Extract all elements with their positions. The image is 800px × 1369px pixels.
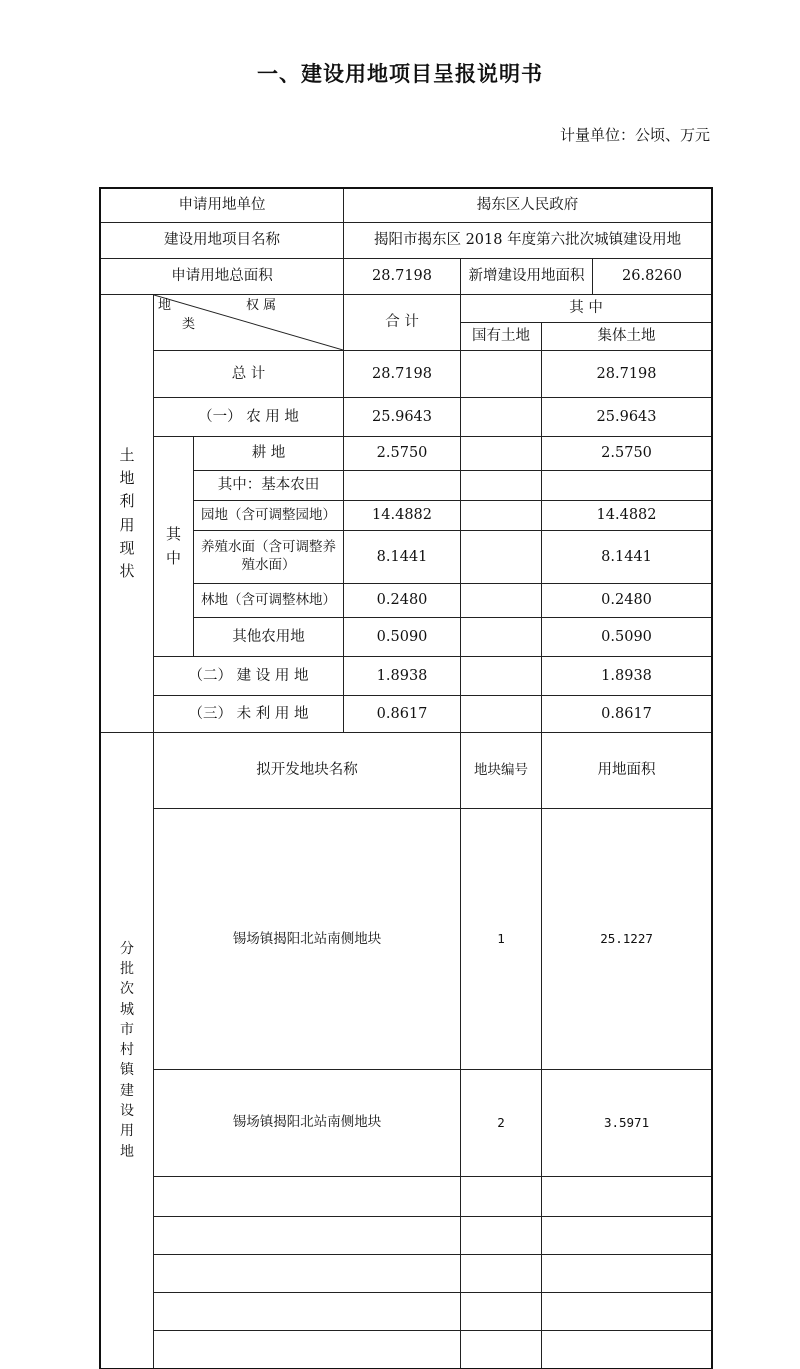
row-agri-collective: 25.9643 xyxy=(542,398,712,437)
row-arable-label: 耕 地 xyxy=(194,437,344,471)
diag-left-label-1: 地 xyxy=(158,298,172,313)
row-unused-collective: 0.8617 xyxy=(542,696,712,733)
row-garden-sum: 14.4882 xyxy=(344,501,461,531)
row-agri-label: （一） 农 用 地 xyxy=(154,398,344,437)
row-garden-label: 园地（含可调整园地） xyxy=(194,501,344,531)
collective-col-header: 集体土地 xyxy=(542,323,712,351)
landuse-section-text: 土地利用现状 xyxy=(119,445,135,580)
row-arable-state xyxy=(461,437,542,471)
row-unused-sum: 0.8617 xyxy=(344,696,461,733)
row-aqua-sum: 8.1441 xyxy=(344,531,461,584)
row-agri xyxy=(101,398,712,437)
row-forest-sum: 0.2480 xyxy=(344,584,461,618)
batch-section-text: 分批次城市村镇建设用地 xyxy=(120,940,134,1160)
applicant-value: 揭东区人民政府 xyxy=(344,189,712,223)
area-row xyxy=(101,259,712,295)
row-basic-collective xyxy=(542,471,712,501)
parcel-name: 锡场镇揭阳北站南侧地块 xyxy=(154,1070,461,1176)
unit-label: 计量单位：公顷、万元 xyxy=(559,126,710,144)
parcel-row xyxy=(101,1070,712,1176)
col-parcel-no: 地块编号 xyxy=(461,733,542,809)
sub-group-text: 其中 xyxy=(165,525,181,567)
row-construction xyxy=(101,657,712,696)
row-total-label: 总 计 xyxy=(154,351,344,398)
batch-section-label xyxy=(101,733,154,1369)
row-unused xyxy=(101,696,712,733)
row-construction-state xyxy=(461,657,542,696)
row-total-collective: 28.7198 xyxy=(542,351,712,398)
batch-header-row xyxy=(101,733,712,809)
col-parcel-area: 用地面积 xyxy=(542,733,712,809)
applicant-label: 申请用地单位 xyxy=(101,189,344,223)
row-agri-sum: 25.9643 xyxy=(344,398,461,437)
landuse-header-row xyxy=(101,295,712,323)
row-garden-collective: 14.4882 xyxy=(542,501,712,531)
of-which-header: 其 中 xyxy=(461,295,712,323)
parcel-name: 锡场镇揭阳北站南侧地块 xyxy=(154,809,461,1070)
new-area-value: 26.8260 xyxy=(593,259,712,295)
row-other-state xyxy=(461,618,542,657)
row-basic-sum xyxy=(344,471,461,501)
parcel-area: 25.1227 xyxy=(542,809,712,1070)
row-other-sum: 0.5090 xyxy=(344,618,461,657)
empty-parcel-row xyxy=(101,1330,712,1368)
parcel-no: 1 xyxy=(461,809,542,1070)
total-area-value: 28.7198 xyxy=(344,259,461,295)
parcel-row xyxy=(101,809,712,1070)
row-forest-state xyxy=(461,584,542,618)
row-construction-collective: 1.8938 xyxy=(542,657,712,696)
row-arable-sum: 2.5750 xyxy=(344,437,461,471)
parcel-area: 3.5971 xyxy=(542,1070,712,1176)
empty-parcel-row xyxy=(101,1292,712,1330)
row-arable-collective: 2.5750 xyxy=(542,437,712,471)
landuse-section-label xyxy=(101,295,154,733)
page-title: 一、建设用地项目呈报说明书 xyxy=(257,62,543,86)
row-arable xyxy=(101,437,712,471)
applicant-row xyxy=(101,189,712,223)
row-total-sum: 28.7198 xyxy=(344,351,461,398)
col-parcel-name: 拟开发地块名称 xyxy=(154,733,461,809)
empty-parcel-row xyxy=(101,1176,712,1216)
state-col-header: 国有土地 xyxy=(461,323,542,351)
row-total xyxy=(101,351,712,398)
diag-left-label-2: 类 xyxy=(182,317,196,332)
row-unused-state xyxy=(461,696,542,733)
empty-parcel-row xyxy=(101,1254,712,1292)
empty-parcel-row xyxy=(101,1216,712,1254)
row-forest-label: 林地（含可调整林地） xyxy=(194,584,344,618)
row-total-state xyxy=(461,351,542,398)
row-garden-state xyxy=(461,501,542,531)
row-aqua-label: 养殖水面（含可调整养殖水面） xyxy=(194,531,344,584)
row-agri-state xyxy=(461,398,542,437)
diag-top-label: 权 属 xyxy=(246,298,277,313)
land-application-table xyxy=(100,188,712,1369)
project-label: 建设用地项目名称 xyxy=(101,223,344,259)
row-other-collective: 0.5090 xyxy=(542,618,712,657)
diagonal-header-cell xyxy=(154,295,344,351)
row-unused-label: （三） 未 利 用 地 xyxy=(154,696,344,733)
row-construction-sum: 1.8938 xyxy=(344,657,461,696)
new-area-label: 新增建设用地面积 xyxy=(461,259,593,295)
row-basic-label: 其中：基本农田 xyxy=(194,471,344,501)
row-forest-collective: 0.2480 xyxy=(542,584,712,618)
total-col-header: 合 计 xyxy=(344,295,461,351)
row-other-label: 其他农用地 xyxy=(194,618,344,657)
row-aqua-state xyxy=(461,531,542,584)
sub-group-label xyxy=(154,437,194,657)
project-value: 揭阳市揭东区 2018 年度第六批次城镇建设用地 xyxy=(344,223,712,259)
row-aqua-collective: 8.1441 xyxy=(542,531,712,584)
project-row xyxy=(101,223,712,259)
total-area-label: 申请用地总面积 xyxy=(101,259,344,295)
row-basic-state xyxy=(461,471,542,501)
parcel-no: 2 xyxy=(461,1070,542,1176)
row-construction-label: （二） 建 设 用 地 xyxy=(154,657,344,696)
